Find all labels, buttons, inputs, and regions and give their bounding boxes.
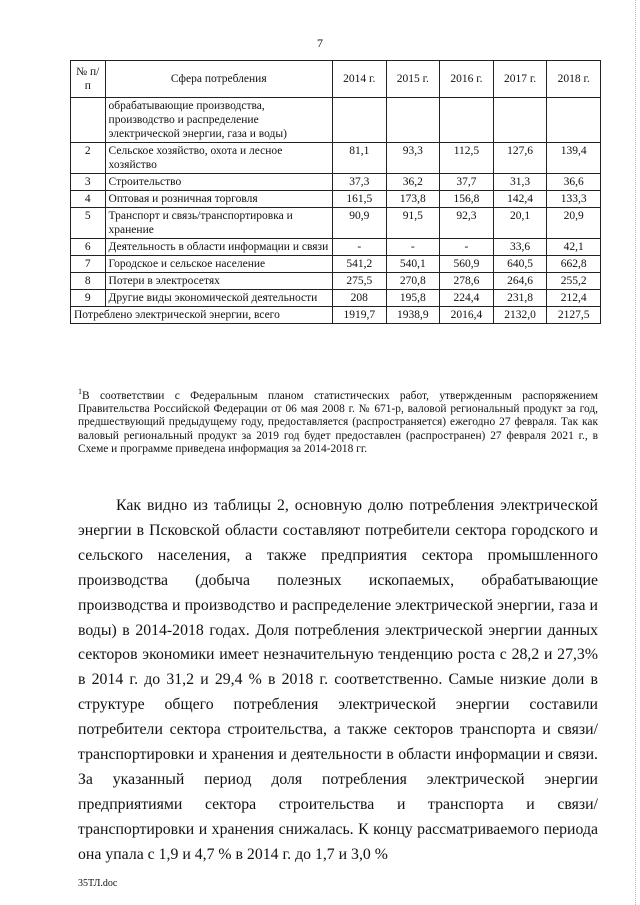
- row-value: 142,4: [493, 191, 547, 208]
- row-number: 9: [71, 290, 106, 307]
- total-value: 1938,9: [386, 307, 440, 324]
- row-number: 4: [71, 191, 106, 208]
- table-row: [71, 290, 601, 307]
- body-paragraph: Как видно из таблицы 2, основную долю потребления электрической энергии в Псковской области составляют потребители сектора городского и сельского населения, а также предприятия сектора промышленного производства (добыча полезных ископаемых, обрабатывающие производства и производство и распределение электрической энергии, газа и воды) в 2014-2018 годах. Доля потребления электрической энергии данных секторов экономики имеет незначительную тенденцию роста с 28,2 и 27,3% в 2014 г. до 31,2 и 29,4 % в 2018 г. соответственно. Самые низкие доли в структуре общего потребления электрической энергии составили потребители сектора строительства, а также секторов транспорта и связи/транспортировки и хранения и деятельности в области информации и связи. За указанный период доля потребления электрической энергии предприятиями сектора строительства и транспорта и связи/транспортировки и хранения снижалась. К концу рассматриваемого периода она упала с 1,9 и 4,7 % в 2014 г. до 1,7 и 3,0 %: [78, 497, 598, 863]
- row-value: 81,1: [332, 143, 386, 174]
- consumption-table: [70, 60, 601, 324]
- total-value: 1919,7: [332, 307, 386, 324]
- row-value: 20,9: [547, 208, 601, 239]
- row-value: 156,8: [440, 191, 494, 208]
- header-year: 2015 г.: [386, 61, 440, 98]
- row-number: 6: [71, 239, 106, 256]
- row-value: 42,1: [547, 239, 601, 256]
- row-value: -: [440, 239, 494, 256]
- scan-edge-marks: [633, 0, 636, 905]
- row-number: 3: [71, 174, 106, 191]
- row-number: 5: [71, 208, 106, 239]
- table-total-row: [71, 307, 601, 324]
- row-value: 127,6: [493, 143, 547, 174]
- row-value: 31,3: [493, 174, 547, 191]
- row-value: 37,3: [332, 174, 386, 191]
- row-value: 161,5: [332, 191, 386, 208]
- row-value: 91,5: [386, 208, 440, 239]
- row-value: -: [386, 239, 440, 256]
- row-value: [386, 98, 440, 143]
- row-value: -: [332, 239, 386, 256]
- row-sphere: Оптовая и розничная торговля: [105, 191, 332, 208]
- table-row: [71, 174, 601, 191]
- row-value: 662,8: [547, 256, 601, 273]
- row-value: 208: [332, 290, 386, 307]
- table-header-row: [71, 61, 601, 98]
- total-label: Потреблено электрической энергии, всего: [71, 307, 333, 324]
- header-year: 2016 г.: [440, 61, 494, 98]
- row-number: 7: [71, 256, 106, 273]
- table-row: [71, 143, 601, 174]
- table-row: [71, 239, 601, 256]
- row-number: [71, 98, 106, 143]
- row-sphere: Потери в электросетях: [105, 273, 332, 290]
- row-value: 540,1: [386, 256, 440, 273]
- row-value: 37,7: [440, 174, 494, 191]
- row-value: 20,1: [493, 208, 547, 239]
- row-sphere: Сельское хозяйство, охота и лесное хозяйство: [105, 143, 332, 174]
- row-value: 275,5: [332, 273, 386, 290]
- row-value: 133,3: [547, 191, 601, 208]
- row-sphere: Строительство: [105, 174, 332, 191]
- row-number: 2: [71, 143, 106, 174]
- row-value: 264,6: [493, 273, 547, 290]
- row-sphere: Транспорт и связь/транспортировка и хранение: [105, 208, 332, 239]
- row-sphere: Другие виды экономической деятельности: [105, 290, 332, 307]
- row-value: 173,8: [386, 191, 440, 208]
- row-value: 278,6: [440, 273, 494, 290]
- footnote-marker: 1: [78, 387, 82, 397]
- table-row: [71, 191, 601, 208]
- total-value: 2132,0: [493, 307, 547, 324]
- total-value: 2016,4: [440, 307, 494, 324]
- row-value: 195,8: [386, 290, 440, 307]
- row-value: [332, 98, 386, 143]
- header-num: № п/п: [71, 61, 106, 98]
- row-sphere: Городское и сельское население: [105, 256, 332, 273]
- row-value: 139,4: [547, 143, 601, 174]
- footnote-text: В соответствии с Федеральным планом статистических работ, утвержденным распоряжением Правительства Российской Федерации от 06 мая 2008 г. № 671-р, валовой региональный продукт за год, предшествующий предыдущему году, предоставляется (распространяется) ежегодно 27 февраля. Так как валовый региональный продукт за 2019 год будет предоставлен (распространен) 27 февраля 2021 г., в Схеме и программе приведена информация за 2014-2018 гг.: [78, 390, 598, 455]
- row-value: 270,8: [386, 273, 440, 290]
- row-value: 112,5: [440, 143, 494, 174]
- row-number: 8: [71, 273, 106, 290]
- row-value: 255,2: [547, 273, 601, 290]
- row-sphere: Деятельность в области информации и связи: [105, 239, 332, 256]
- header-year: 2014 г.: [332, 61, 386, 98]
- row-value: 541,2: [332, 256, 386, 273]
- table-row: [71, 208, 601, 239]
- row-value: [493, 98, 547, 143]
- document-code: 35ТЛ.doc: [78, 878, 118, 889]
- row-value: 92,3: [440, 208, 494, 239]
- table-row: [71, 98, 601, 143]
- header-sphere: Сфера потребления: [105, 61, 332, 98]
- row-value: 36,2: [386, 174, 440, 191]
- table-row: [71, 256, 601, 273]
- total-value: 2127,5: [547, 307, 601, 324]
- row-value: 560,9: [440, 256, 494, 273]
- row-sphere: обрабатывающие производства, производство и распределение электрической энергии, газа и воды): [105, 98, 332, 143]
- row-value: 212,4: [547, 290, 601, 307]
- row-value: [547, 98, 601, 143]
- row-value: 93,3: [386, 143, 440, 174]
- header-year: 2018 г.: [547, 61, 601, 98]
- footnote: [78, 387, 598, 456]
- row-value: 90,9: [332, 208, 386, 239]
- table-row: [71, 273, 601, 290]
- row-value: [440, 98, 494, 143]
- row-value: 231,8: [493, 290, 547, 307]
- row-value: 224,4: [440, 290, 494, 307]
- header-year: 2017 г.: [493, 61, 547, 98]
- row-value: 33,6: [493, 239, 547, 256]
- page-number: 7: [317, 36, 323, 50]
- row-value: 640,5: [493, 256, 547, 273]
- row-value: 36,6: [547, 174, 601, 191]
